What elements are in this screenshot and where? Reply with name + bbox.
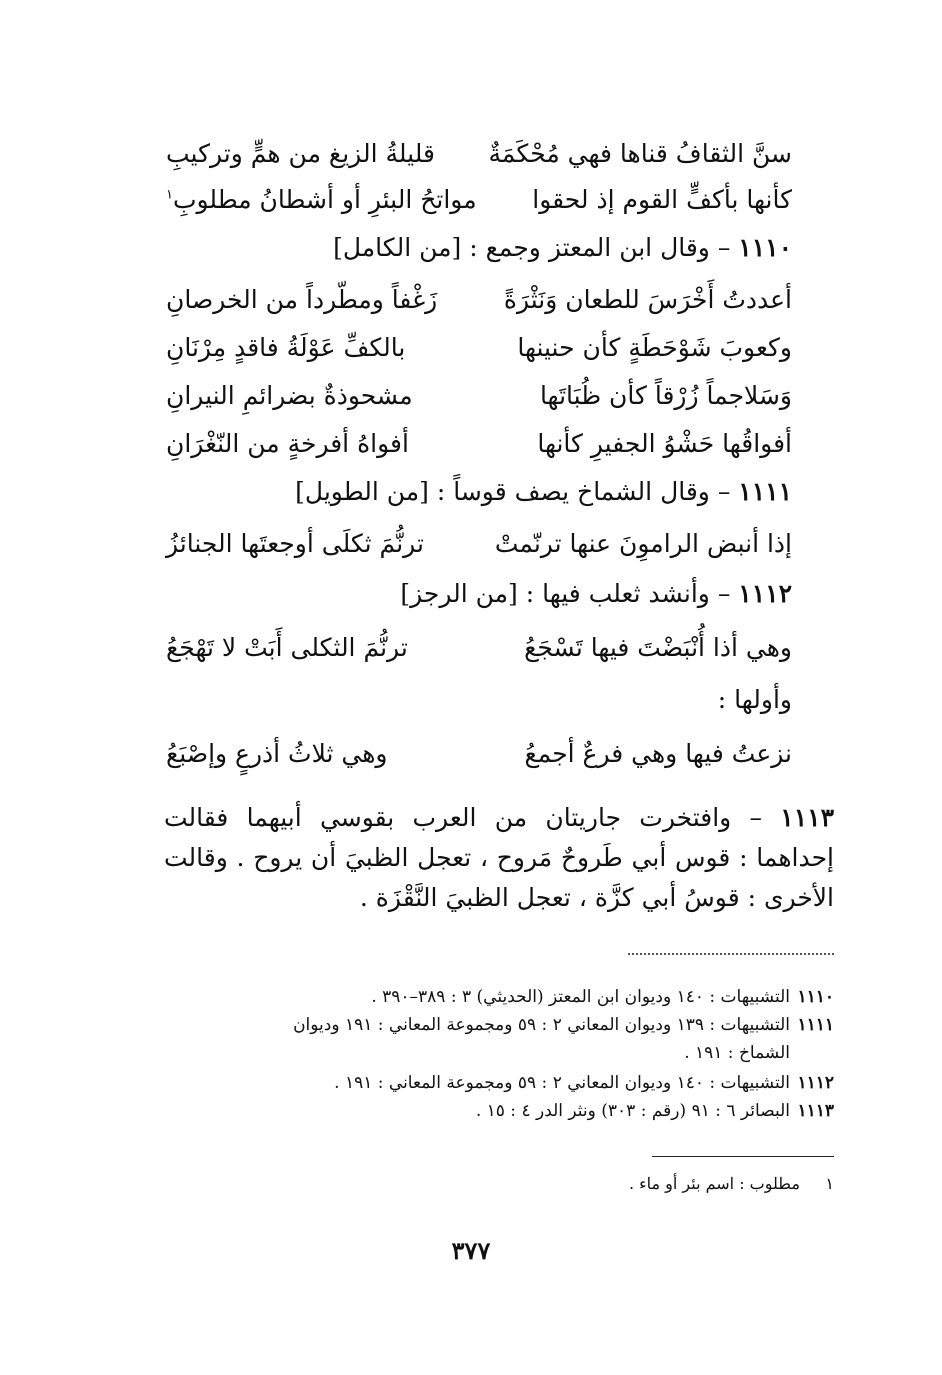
verse-second-hemistich: ترنُّمَ ثكلَى أوجعتَها الجنائزُ <box>166 529 424 558</box>
entry-header-text: – وأنشد ثعلب فيها : [من الرجز] <box>400 579 739 608</box>
verse-line <box>166 376 792 416</box>
verse-line <box>166 628 792 668</box>
verse-first-hemistich: أعددتُ أَخْرَسَ للطعان وَنَثْرَةً <box>503 285 792 314</box>
footnote <box>629 1172 834 1196</box>
footnote-reference-mark[interactable]: ١ <box>166 187 173 203</box>
verse-line <box>166 180 792 220</box>
source-number: ١١١٢ <box>797 1073 834 1093</box>
prose-paragraph <box>164 798 834 918</box>
source-number: ١١١٣ <box>797 1101 834 1121</box>
source-note <box>164 1070 834 1096</box>
source-text: التشبيهات : ١٤٠ وديوان المعاني ٢ : ٥٩ ومجموعة المعاني : ١٩١ . <box>334 1073 790 1093</box>
verse-line <box>166 734 792 774</box>
verse-first-hemistich: سنَّ الثقافُ قناها فهي مُحْكَمَةٌ <box>488 139 792 168</box>
prose-text: – وافتخرت جاريتان من العرب بقوسي أبيهما فقالت إحداهما : قوس أبي طَروحٌ مَروح ، تعجل الظبيَ أن يروح . وقالت الأخرى : قوسُ أبي كزَّة ، تعجل الظبيَ النَّقْزَة . <box>164 803 834 912</box>
source-note <box>164 1012 834 1038</box>
intro-line: وأولها : <box>717 685 792 714</box>
verse-first-hemistich: نزعتُ فيها وهي فرعٌ أجمعُ <box>524 739 792 768</box>
page-number: ٣٧٧ <box>451 1236 491 1265</box>
verse-second-hemistich: ترنُّمَ الثكلى أَبَتْ لا تَهْجَعُ <box>166 633 408 662</box>
verse-first-hemistich: كأنها بأكفٍّ القوم إذ لحقوا <box>532 185 792 214</box>
verse-second-hemistich: قليلةُ الزيغ من همٍّ وتركيبِ <box>166 139 435 168</box>
source-text: البصائر ٦ : ٩١ (رقم : ٣٠٣) ونثر الدر ٤ : ١٥ . <box>475 1101 790 1121</box>
source-note <box>164 984 834 1010</box>
verse-first-hemistich: إذا أنبض الراموِنَ عنها ترنّمتْ <box>494 529 792 558</box>
source-number: ١١١١ <box>797 1015 834 1035</box>
verse-second-hemistich: بالكفِّ عَوْلَةُ فاقدٍ مِرْنَانِ <box>166 333 406 362</box>
verse-line <box>166 424 792 464</box>
verse-second-hemistich: مشحوذةٌ بضرائمِ النيرانِ <box>166 381 413 410</box>
footnote-mark: ١ <box>825 1174 834 1193</box>
verse-line <box>166 524 792 564</box>
verse-line <box>166 280 792 320</box>
entry-header-text: – وقال الشماخ يصف قوساً : [من الطويل] <box>295 477 739 506</box>
verse-first-hemistich: وكعوبَ شَوْحَطَةٍ كأن حنينها <box>517 333 792 362</box>
footnote-separator <box>652 1156 834 1157</box>
verse-line <box>166 134 792 174</box>
verse-second-hemistich <box>166 180 477 220</box>
verse-second-hemistich: وهي ثلاثُ أذرعٍ وإصْبَعُ <box>166 739 388 768</box>
verse-second-hemistich: زَغْفاً ومطّرداً من الخرصانِ <box>166 285 438 314</box>
verse-first-hemistich: وهي أذا أُنْبَضْتَ فيها تَسْجَعُ <box>524 633 792 662</box>
footnote-text: مطلوب : اسم بئر أو ماء . <box>628 1174 800 1193</box>
dotted-separator <box>628 953 834 955</box>
entry-number: ١١١٠ <box>738 233 792 262</box>
entry-number: ١١١٢ <box>738 579 792 608</box>
verse-second-hemistich: أفواهُ أفرخةٍ من النّغْرَانِ <box>166 429 409 458</box>
source-number: ١١١٠ <box>797 987 834 1007</box>
verse-second-hemistich-text: مواتحُ البئرِ أو أشطانُ مطلوبِ <box>172 185 477 214</box>
source-note <box>164 1098 834 1124</box>
section-header <box>333 230 792 266</box>
source-text: التشبيهات : ١٣٩ وديوان المعاني ٢ : ٥٩ ومجموعة المعاني : ١٩١ وديوان <box>293 1015 790 1035</box>
section-header <box>400 576 792 612</box>
entry-header-text: – وقال ابن المعتز وجمع : [من الكامل] <box>333 233 739 262</box>
source-text: التشبيهات : ١٤٠ وديوان ابن المعتز (الحديثي) ٣ : ٣٨٩–٣٩٠ . <box>371 987 790 1007</box>
source-note-continuation: الشماخ : ١٩١ . <box>684 1043 790 1063</box>
verse-first-hemistich: وَسَلاجماً زُرْقاً كأن ظُبَاتَها <box>539 381 792 410</box>
verse-first-hemistich: أفواقُها حَشْوُ الجفيرِ كأنها <box>537 429 792 458</box>
entry-number: ١١١٣ <box>780 803 834 832</box>
section-header <box>295 474 792 510</box>
verse-line <box>166 328 792 368</box>
entry-number: ١١١١ <box>738 477 792 506</box>
